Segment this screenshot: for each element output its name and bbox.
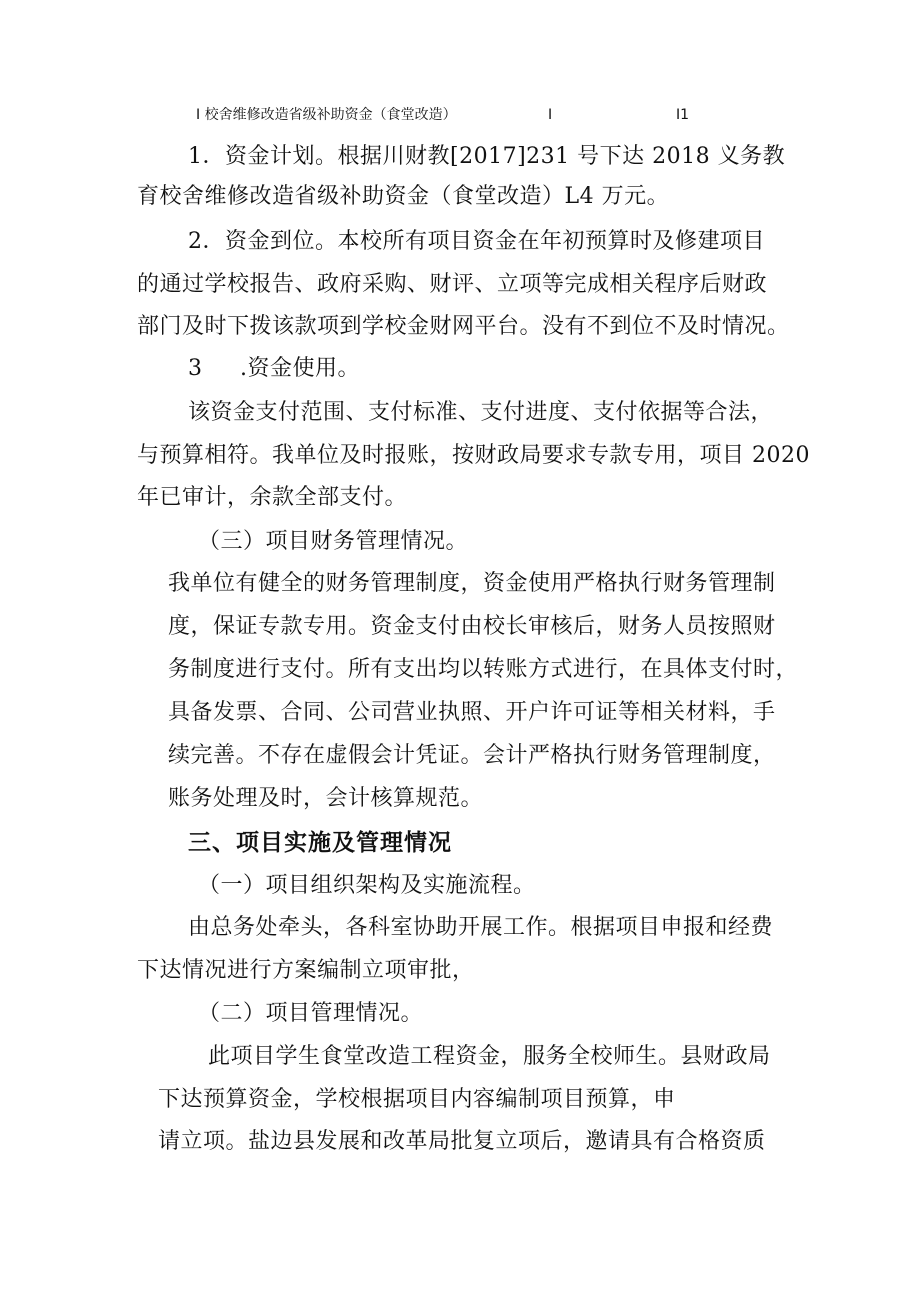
text-line: 账务处理及时，会计核算规范。 <box>168 786 484 811</box>
text-line: 我单位有健全的财务管理制度，资金使用严格执行财务管理制 <box>168 571 776 596</box>
table-header-cell-2: I <box>548 107 553 123</box>
table-header-cell-3: I1 <box>676 107 690 123</box>
text-line: 请立项。盐边县发展和改革局批复立项后，邀请具有合格资质 <box>158 1129 766 1154</box>
text-line: 该资金支付范围、支付标准、支付进度、支付依据等合法， <box>188 400 774 425</box>
text-line: 下达情况进行方案编制立项审批， <box>137 958 475 983</box>
text-line: 年已审计，余款全部支付。 <box>137 485 408 510</box>
text-line: 由总务处牵头，各科室协助开展工作。根据项目申报和经费 <box>188 915 774 940</box>
text-line: 的通过学校报告、政府采购、财评、立项等完成相关程序后财政 <box>137 272 768 297</box>
text-line: 度，保证专款专用。资金支付由校长审核后，财务人员按照财 <box>168 614 776 639</box>
text-line: 下达预算资金，学校根据项目内容编制项目预算，申 <box>158 1087 676 1112</box>
text-line: 务制度进行支付。所有支出均以转账方式进行，在具体支付时， <box>168 657 799 682</box>
section-subheading: （一）项目组织架构及实施流程。 <box>198 873 536 898</box>
text-line: 育校舍维修改造省级补助资金（食堂改造）L4 万元。 <box>137 184 670 209</box>
table-header-cell-1: I 校舍维修改造省级补助资金（食堂改造） <box>196 107 457 123</box>
text-line: 1．资金计划。根据川财教[2017]231 号下达 2018 义务教 <box>188 144 786 169</box>
text-line: 2．资金到位。本校所有项目资金在年初预算时及修建项目 <box>188 229 765 254</box>
text-line: 3 .资金使用。 <box>188 356 360 381</box>
text-line: 具备发票、合同、公司营业执照、开户许可证等相关材料，手 <box>168 700 776 725</box>
text-line: 与预算相符。我单位及时报账，按财政局要求专款专用，项目 2020 <box>137 443 810 468</box>
text-line: 续完善。不存在虚假会计凭证。会计严格执行财务管理制度， <box>168 743 776 768</box>
section-heading: 三、项目实施及管理情况 <box>188 830 452 856</box>
text-line: 部门及时下拨该款项到学校金财网平台。没有不到位不及时情况。 <box>137 314 790 339</box>
section-subheading: （二）项目管理情况。 <box>198 1001 424 1026</box>
section-subheading: （三）项目财务管理情况。 <box>198 529 469 554</box>
text-line: 此项目学生食堂改造工程资金，服务全校师生。县财政局 <box>208 1044 771 1069</box>
